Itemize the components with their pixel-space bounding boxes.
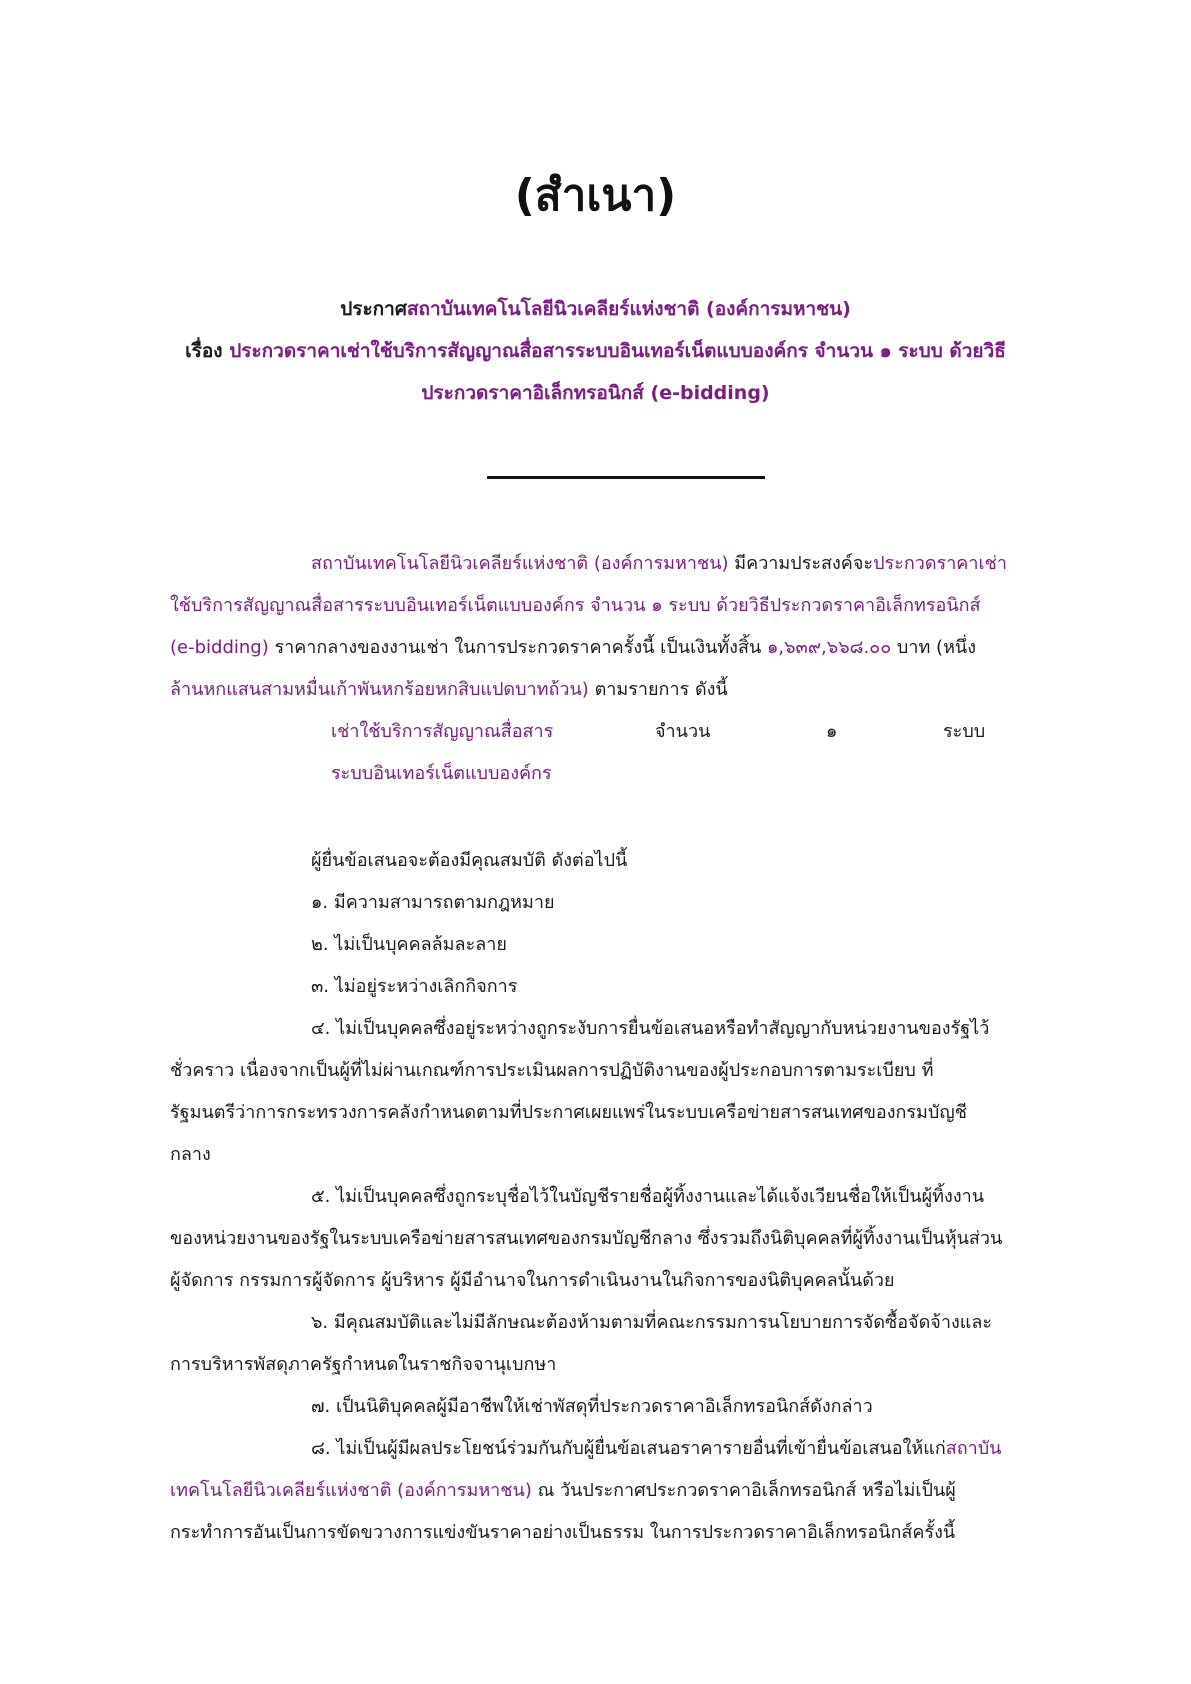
item-name-line1: เช่าใช้บริการสัญญาณสื่อสาร [331, 721, 554, 742]
intro-line-1 [311, 551, 1007, 577]
qualification-4-line1: ๔. ไม่เป็นบุคคลซึ่งอยู่ระหว่างถูกระงับการยื่นข้อเสนอหรือทำสัญญากับหน่วยงานของรัฐไว้ [311, 1018, 990, 1039]
qualifications-intro: ผู้ยื่นข้อเสนอจะต้องมีคุณสมบัติ ดังต่อไปนี้ [311, 850, 628, 871]
qualification-8-line1 [311, 1436, 1001, 1462]
heading-org: สถาบันเทคโนโลยีนิวเคลียร์แห่งชาติ (องค์การมหาชน) [406, 298, 851, 320]
qualification-8-org-start: สถาบัน [945, 1438, 1002, 1459]
item-qty-label: จำนวน [655, 721, 711, 742]
item-qty: ๑ [826, 721, 838, 742]
qualification-5-line2: ของหน่วยงานของรัฐในระบบเครือข่ายสารสนเทศของกรมบัญชีกลาง ซึ่งรวมถึงนิติบุคคลที่ผู้ทิ้งงานเป็นหุ้นส่วน [170, 1228, 1003, 1249]
intro-amount: ๑,๖๓๙,๖๖๘.๐๐ [766, 637, 892, 658]
qualification-6-line2: การบริหารพัสดุภาครัฐกำหนดในราชกิจจานุเบกษา [170, 1354, 557, 1375]
announcement-heading-line1 [150, 288, 1041, 330]
qualification-4-line4: กลาง [170, 1144, 211, 1165]
intro-org: สถาบันเทคโนโลยีนิวเคลียร์แห่งชาติ (องค์การมหาชน) [311, 553, 729, 574]
qualification-4-line2: ชั่วคราว เนื่องจากเป็นผู้ที่ไม่ผ่านเกณฑ์การประเมินผลการปฏิบัติงานของผู้ประกอบการตามระเบียบ ที่ [170, 1060, 934, 1081]
heading-prefix: ประกาศ [340, 298, 407, 320]
copy-stamp: (สำเนา) [514, 170, 677, 221]
qualification-5-line1: ๕. ไม่เป็นบุคคลซึ่งถูกระบุชื่อไว้ในบัญชีรายชื่อผู้ทิ้งงานและได้แจ้งเวียนชื่อให้เป็นผู้ทิ้งงาน [311, 1186, 985, 1207]
heading-subject: ประกวดราคาเช่าใช้บริการสัญญาณสื่อสารระบบอินเทอร์เน็ตแบบองค์กร จำนวน ๑ ระบบ ด้วยวิธี [229, 340, 1006, 362]
announcement-heading-line3: ประกวดราคาอิเล็กทรอนิกส์ (e-bidding) [421, 382, 770, 404]
qualification-3: ๓. ไม่อยู่ระหว่างเลิกกิจการ [311, 976, 518, 997]
qualification-5-line3: ผู้จัดการ กรรมการผู้จัดการ ผู้บริหาร ผู้มีอำนาจในการดำเนินงานในกิจการของนิติบุคคลนั้นด้วย [170, 1270, 895, 1291]
intro-price-text: ราคากลางของงานเช่า ในการประกวดราคาครั้งนี้ เป็นเงินทั้งสิ้น [268, 637, 767, 658]
intro-subject-start: ประกวดราคาเช่า [873, 553, 1007, 574]
qualification-7: ๗. เป็นนิติบุคคลผู้มีอาชีพให้เช่าพัสดุที่ประกวดราคาอิเล็กทรอนิกส์ดังกล่าว [311, 1396, 873, 1417]
item-unit: ระบบ [943, 721, 986, 742]
intro-line-2: ใช้บริการสัญญาณสื่อสารระบบอินเทอร์เน็ตแบบองค์กร จำนวน ๑ ระบบ ด้วยวิธีประกวดราคาอิเล็กทรอนิกส์ [170, 595, 981, 616]
qualification-8-text-2: ณ วันประกาศประกวดราคาอิเล็กทรอนิกส์ หรือไม่เป็นผู้ [531, 1480, 956, 1501]
heading-divider [487, 476, 765, 479]
intro-text: มีความประสงค์จะ [728, 553, 874, 574]
qualification-2: ๒. ไม่เป็นบุคคลล้มละลาย [311, 934, 507, 955]
intro-amount-words: ล้านหกแสนสามหมื่นเก้าพันหกร้อยหกสิบแปดบาทถ้วน) [170, 679, 589, 700]
intro-list-text: ตามรายการ ดังนี้ [588, 679, 728, 700]
announcement-heading-line2 [130, 330, 1061, 372]
heading-subject-prefix: เรื่อง [185, 340, 230, 362]
intro-line-3 [170, 635, 976, 661]
intro-ebidding: (e-bidding) [170, 637, 269, 658]
intro-line-4 [170, 677, 728, 703]
qualification-8-line2 [170, 1478, 956, 1504]
qualification-8-org: เทคโนโลยีนิวเคลียร์แห่งชาติ (องค์การมหาชน) [170, 1480, 532, 1501]
qualification-1: ๑. มีความสามารถตามกฎหมาย [311, 892, 555, 913]
qualification-4-line3: รัฐมนตรีว่าการกระทรวงการคลังกำหนดตามที่ประกาศเผยแพร่ในระบบเครือข่ายสารสนเทศของกรมบัญชี [170, 1102, 967, 1123]
qualification-8-line3: กระทำการอันเป็นการขัดขวางการแข่งขันราคาอย่างเป็นธรรม ในการประกวดราคาอิเล็กทรอนิกส์ครั้งนี้ [170, 1522, 956, 1543]
qualification-6-line1: ๖. มีคุณสมบัติและไม่มีลักษณะต้องห้ามตามที่คณะกรรมการนโยบายการจัดซื้อจัดจ้างและ [311, 1312, 993, 1333]
qualification-8-text: ๘. ไม่เป็นผู้มีผลประโยชน์ร่วมกันกับผู้ยื่นข้อเสนอราคารายอื่นที่เข้ายื่นข้อเสนอให้แก่ [311, 1438, 946, 1459]
intro-currency: บาท (หนึ่ง [891, 637, 977, 658]
item-name-line2: ระบบอินเทอร์เน็ตแบบองค์กร [331, 763, 552, 784]
